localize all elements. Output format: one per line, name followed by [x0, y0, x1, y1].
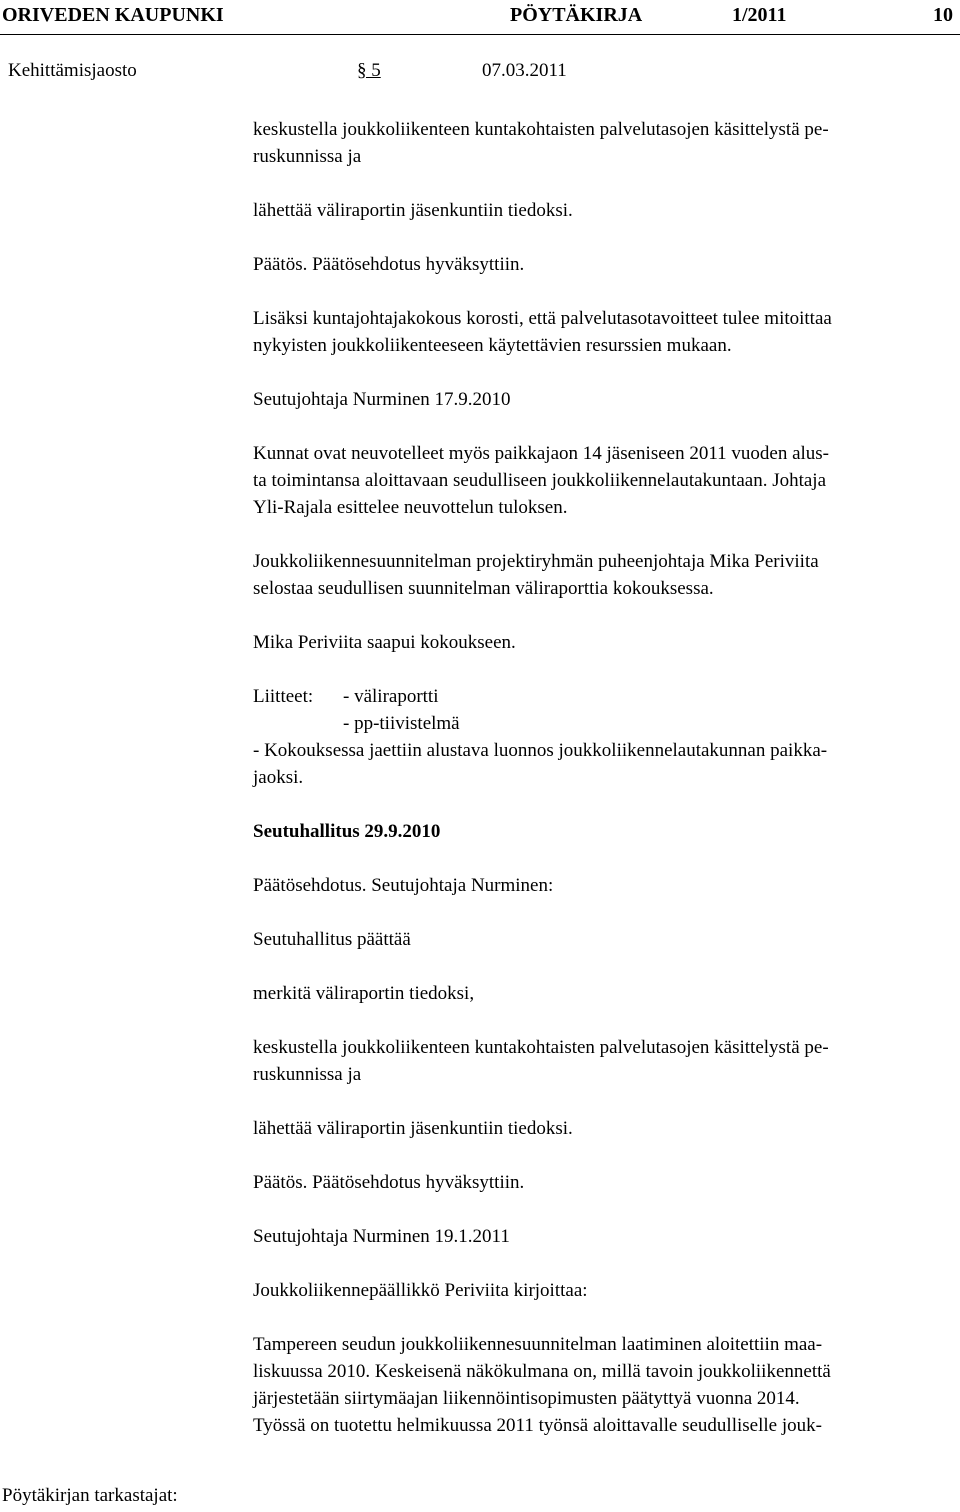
paragraph: - Kokouksessa jaettiin alustava luonnos joukkoliikennelautakunnan paikka- jaoksi. [253, 740, 828, 788]
paragraph: Joukkoliikennesuunnitelman projektiryhmän puheenjohtaja Mika Periviita selostaa seudullisen suunnitelman väliraporttia kokouksessa. [253, 551, 819, 599]
section-heading: Seutuhallitus 29.9.2010 [253, 821, 441, 842]
attachment-item: - pp-tiivistelmä [343, 713, 460, 734]
section-number: § 5 [357, 60, 381, 81]
page-number: 10 [933, 4, 953, 26]
paragraph: keskustella joukkoliikenteen kuntakohtaisten palvelutasojen käsittelystä pe- ruskunnissa ja [253, 1037, 829, 1085]
paragraph: Kunnat ovat neuvotelleet myös paikkajaon 14 jäseniseen 2011 vuoden alus- ta toimintansa aloittavaan seudulliseen joukkoliikennelautakuntaan. Johtaja Yli-Rajala esittelee neuvottelun tuloksen. [253, 443, 830, 518]
paragraph: lähettää väliraportin jäsenkuntiin tiedoksi. [253, 200, 573, 221]
decision-line: Päätös. Päätösehdotus hyväksyttiin. [253, 254, 525, 275]
attachments-row [253, 710, 959, 737]
section-heading: Seutujohtaja Nurminen 17.9.2010 [253, 389, 511, 410]
paragraph: Lisäksi kuntajohtajakokous korosti, että palvelutasotavoitteet tulee mitoittaa nykyisten joukkoliikenteeseen käytettävien resurssien mukaan. [253, 308, 832, 356]
header-divider [0, 34, 960, 35]
city-name: ORIVEDEN KAUPUNKI [2, 4, 224, 26]
paragraph: lähettää väliraportin jäsenkuntiin tiedoksi. [253, 1118, 573, 1139]
document-type: PÖYTÄKIRJA [510, 4, 643, 26]
attachments-label: Liitteet: [253, 686, 314, 707]
decision-line: Päätös. Päätösehdotus hyväksyttiin. [253, 1172, 525, 1193]
attachment-item: - väliraportti [343, 686, 439, 707]
minutes-body [253, 116, 959, 1439]
section-heading: Seutujohtaja Nurminen 19.1.2011 [253, 1226, 510, 1247]
paragraph: Mika Periviita saapui kokoukseen. [253, 632, 516, 653]
committee-name: Kehittämisjaosto [8, 60, 137, 81]
attachments-row [253, 683, 959, 710]
document-header [0, 2, 960, 28]
reviewers-footer: Pöytäkirjan tarkastajat: [2, 1485, 178, 1506]
paragraph: keskustella joukkoliikenteen kuntakohtaisten palvelutasojen käsittelystä pe- ruskunnissa ja [253, 119, 829, 167]
paragraph: Seutuhallitus päättää [253, 929, 411, 950]
document-subheader [0, 58, 960, 84]
paragraph: Päätösehdotus. Seutujohtaja Nurminen: [253, 875, 554, 896]
meeting-date: 07.03.2011 [482, 60, 567, 81]
paragraph: Tampereen seudun joukkoliikennesuunnitelman laatiminen aloitettiin maa- liskuussa 2010. Keskeisenä näkökulmana on, millä tavoin joukkoliikennettä järjestetään siirtymäajan liikennöintisopimusten päätyttyä vuonna 2014. Työssä on tuotettu helmikuussa 2011 työnsä aloittavalle seudulliselle jouk- [253, 1334, 831, 1436]
paragraph: merkitä väliraportin tiedoksi, [253, 983, 475, 1004]
paragraph: Joukkoliikennepäällikkö Periviita kirjoittaa: [253, 1280, 588, 1301]
issue-number: 1/2011 [732, 4, 787, 26]
